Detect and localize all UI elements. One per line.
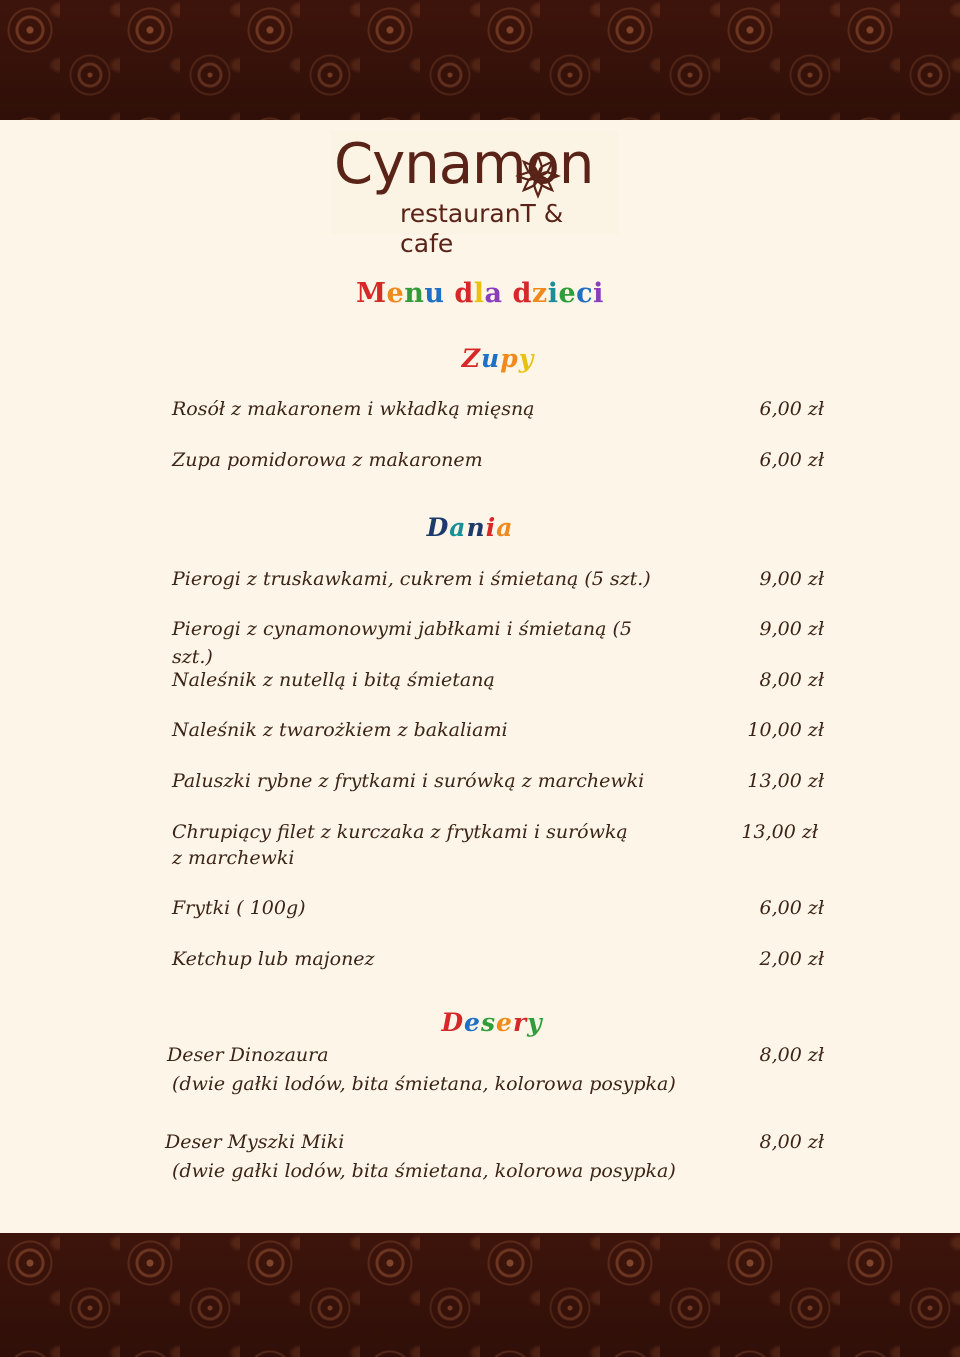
restaurant-logo [330,131,618,258]
menu-item-price: 9,00 zł [759,568,824,590]
menu-item-name: Pierogi z cynamonowymi jabłkami i śmietaną (5 szt.) [172,618,632,668]
menu-item-name: Frytki ( 100g) [172,897,306,919]
menu-item-name: Naleśnik z nutellą i bitą śmietaną [172,669,495,691]
logo-tagline: restauranT & cafe [400,199,564,258]
menu-item-name: Deser Dinozaura [167,1044,329,1066]
menu-item-name: Paluszki rybne z frytkami i surówką z marchewki [172,770,645,792]
decorative-bottom-band [0,1233,960,1357]
section-title-dania: Dania [426,513,514,542]
menu-item-price: 6,00 zł [759,897,824,919]
menu-item-name: Zupa pomidorowa z makaronem [172,449,483,471]
menu-item-name: Pierogi z truskawkami, cukrem i śmietaną (5 szt.) [172,568,651,590]
menu-item-name: Ketchup lub majonez [172,948,375,970]
menu-item-price: 13,00 zł [741,821,818,843]
menu-item-price: 13,00 zł [747,770,824,792]
menu-item-price: 6,00 zł [759,449,824,471]
section-title-desery: Desery [441,1008,543,1037]
menu-item-price: 8,00 zł [759,1131,824,1153]
menu-item-price: 9,00 zł [759,618,824,640]
menu-item-name-line2: z marchewki [172,847,295,869]
menu-item-price: 6,00 zł [759,398,824,420]
menu-item-name: Naleśnik z twarożkiem z bakaliami [172,719,508,741]
logo-brand: Cynamon [334,132,594,197]
menu-item-description: (dwie gałki lodów, bita śmietana, kolorowa posypka) [172,1073,676,1095]
menu-item-price: 2,00 zł [759,948,824,970]
menu-item-price: 8,00 zł [759,1044,824,1066]
menu-item-description: (dwie gałki lodów, bita śmietana, kolorowa posypka) [172,1160,676,1182]
menu-item-name: Rosół z makaronem i wkładką mięsną [172,398,535,420]
menu-item-price: 8,00 zł [759,669,824,691]
decorative-top-band [0,0,960,120]
menu-title: Menu dla dzieci [356,278,604,309]
menu-item-name: Deser Myszki Miki [165,1131,345,1153]
section-title-zupy: Zupy [461,344,535,373]
menu-item-name: Chrupiący filet z kurczaka z frytkami i surówką [172,821,628,843]
menu-item-price: 10,00 zł [747,719,824,741]
